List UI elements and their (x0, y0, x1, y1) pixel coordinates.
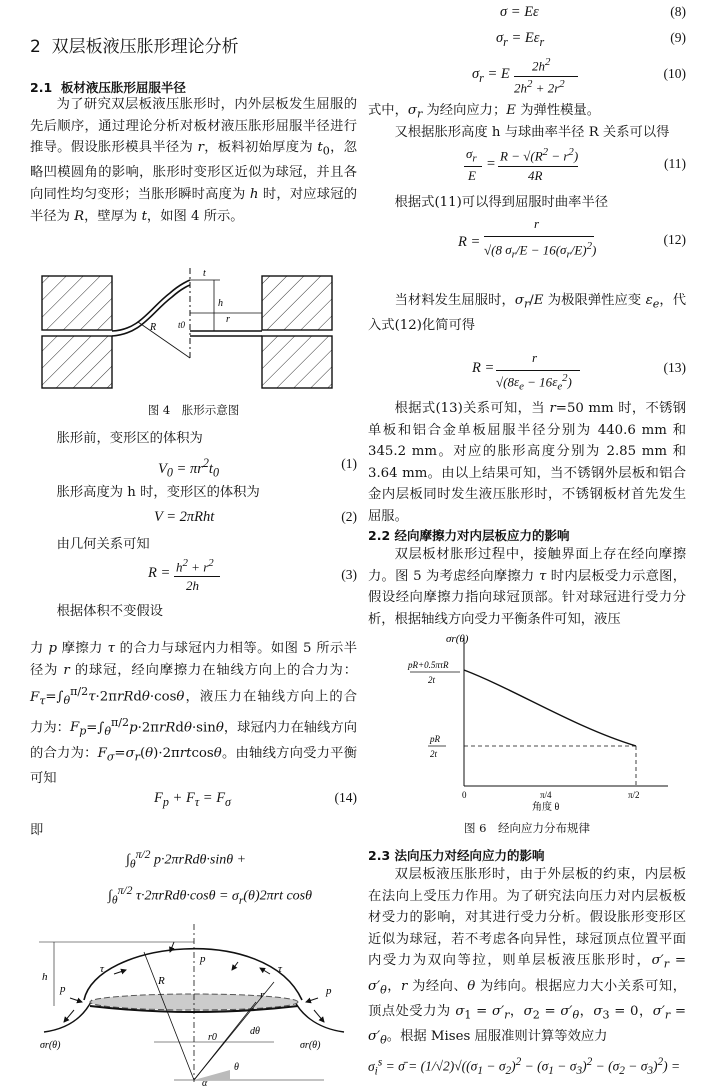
fig5-label-sigma-right: σr(θ) (300, 1040, 321, 1051)
fig5-label-r: r (260, 989, 265, 1001)
chart-xlabel: 角度 θ (532, 802, 560, 812)
text-yield: 当材料发生屈服时，$\sigma_r/E$ 为极限弹性应变 $\varepsilon_e$，代入式(12)化简可得 (368, 293, 686, 334)
text-geometry: 由几何关系可知 (56, 537, 150, 552)
fig5-label-sigma-left: σr(θ) (40, 1040, 61, 1051)
section-title: 2 双层板液压胀形理论分析 (30, 37, 239, 57)
paragraph-2-3: 双层板液压胀形时，由于外层板的约束，内层板在法向上受压力作用。为了研究法向压力对内层板板材受力的影响，对其进行受力分析。假设胀形变形区近似为球冠，若不考虑各向异性，球冠顶点位置平面内受力为双向等拉，则单层板液压胀形时，$\sigma'_r = \sigma'_\theta$，r 为经向、θ 为纬向。根据应力大小关系可知，顶点处受力为 $\sigma_1 = \sigma'_r$，$\sigma_2 = \sigma'_\theta$，$\sigma_3 = 0$，$\sigma'_r = \sigma'_\theta$。根据 Mises 屈服准则计算等效应力 (368, 867, 687, 1047)
equation-14: $F_p + F_\tau = F_\sigma$ (14) (154, 790, 357, 809)
fig5-label-tau-right: τ (278, 963, 282, 975)
figure-6-chart (406, 628, 676, 812)
y-tick-bottom-num: pR (430, 734, 440, 744)
fig4-label-r: r (226, 314, 230, 325)
paragraph-2-2: 双层板材胀形过程中，接触界面上存在经向摩擦力。图 5 为考虑经向摩擦力 τ 时内层板受力示意图，假设经向摩擦力指向球冠顶部。针对球冠进行受力分析，根据轴线方向受力平衡条件可知，液压 (368, 547, 687, 627)
equation-integral-2: $\int_\theta^{\pi/2}$ $\tau\cdot 2\pi rRd\theta\cdot\cos\theta = \sigma_r(\theta)2\pi rt$ cosθ (108, 884, 313, 907)
text-height: 胀形高度为 h 时，变形区的体积为 (56, 485, 260, 500)
equation-mises: $\sigma_i^s$ = σ̄ = $(1/√2)√((\sigma_1 - \sigma_2)^2 - (\sigma_1 - \sigma_3)^2 - (\sigma_2 - \sigma_3)^2)$ = (368, 1056, 681, 1078)
equation-8: σ = Eε (8) (500, 4, 686, 20)
figure-6-caption: 图 6 经向应力分布规律 (464, 821, 590, 835)
y-tick-bottom-den: 2t (430, 749, 438, 759)
paragraph-eq13: 根据式(13)关系可知，当 r=50 mm 时，不锈钢单板和铝合金单板屈服半径分别为 440.6 mm 和 345.2 mm。对应的胀形高度分别为 2.85 mm 和 3.64 mm。由以上结果可知，当不锈钢外层板和铝合金内层板同时发生液压胀形时，不锈钢板材首先发生屈服。 (368, 401, 686, 524)
equation-10: $\sigma_r = E$ $2h^2$ $2h^2 + 2r^2$ (10) (472, 56, 686, 96)
text-volume: 根据体积不变假设 (56, 604, 163, 619)
x-tick-pi2: π/2 (628, 790, 640, 800)
fig5-label-p-left: p (60, 983, 66, 995)
paragraph-force: 力 p 摩擦力 τ 的合力与球冠内力相等。如图 5 所示半径为 r 的球冠，经向摩擦力在轴线方向上的合力为：$F_\tau=\int_\theta^{\pi/2}\tau\cdot 2\pi rRd\theta\cdot\cos\theta$，液压力在轴线方向上的合力为：$F_p=\int_\theta^{\pi/2}p\cdot 2\pi rRd\theta\cdot\sin\theta$，球冠内力在轴线方向的合力为：$F_\sigma=\sigma_r(\theta)\cdot 2\pi rtcos\theta$。由轴线方向受力平衡可知 (30, 641, 358, 786)
subsection-2-2: 2.2 经向摩擦力对内层板应力的影响 (368, 528, 570, 543)
fig4-label-R: R (150, 322, 157, 333)
fig5-label-tau-left: τ (100, 963, 104, 975)
figure-5-diagram (34, 922, 354, 1088)
text-ji: 即 (30, 823, 44, 838)
equation-12: R = r √(8 $\sigma_r/E - 16(\sigma_r/E)^2$) (12) (458, 216, 686, 261)
fig4-label-t0: t0 (178, 320, 186, 330)
equation-13: R = r $√(8\varepsilon_e - 16\varepsilon_e^2)$ (13) (472, 350, 686, 393)
equation-9: $\sigma_r = E\varepsilon_r$ (9) (496, 30, 686, 49)
equation-2: V = 2πRht (2) (154, 509, 357, 525)
figure-4-diagram (40, 268, 340, 390)
equation-11: $\sigma_r$ E = $R - √(R^2 - r^2)$ 4R (11) (466, 146, 686, 183)
y-tick-top-den: 2t (428, 675, 436, 685)
equation-1: $V_0 = \pi r^2t_0$ (1) (158, 456, 357, 480)
series-line (464, 670, 636, 746)
chart-ylabel: σr(θ) (446, 633, 469, 645)
figure-4-caption: 图 4 胀形示意图 (147, 403, 240, 417)
fig5-label-alpha: α (202, 1078, 208, 1088)
fig5-label-theta: θ (234, 1062, 239, 1073)
x-tick-0: 0 (462, 790, 467, 800)
text-relation: 又根据胀形高度 h 与球曲率半径 R 关系可以得 (394, 125, 670, 140)
text-before-forming: 胀形前，变形区的体积为 (56, 431, 203, 446)
x-tick-pi4: π/4 (540, 790, 552, 800)
fig4-label-t: t (203, 268, 206, 279)
fig5-label-r0: r0 (208, 1032, 217, 1043)
fig5-label-R: R (158, 975, 165, 987)
text-where: 式中，$\sigma_r$ 为经向应力；E 为弹性模量。 (368, 103, 601, 121)
fig5-label-h: h (42, 971, 48, 983)
fig5-label-p-top: p (200, 953, 206, 965)
fig4-label-h: h (218, 298, 223, 309)
subsection-2-1: 2.1 板材液压胀形屈服半径 (30, 80, 186, 95)
fig5-label-dtheta: dθ (250, 1026, 260, 1037)
text-from-11: 根据式(11)可以得到屈服时曲率半径 (394, 195, 609, 210)
equation-integral-1: $\int_\theta^{\pi/2}$ p·2πrRdθ·sinθ + (126, 848, 247, 871)
y-tick-top-num: pR+0.5πτR (408, 660, 449, 670)
equation-3: R = $h^2 + r^2$ 2h (3) (148, 557, 357, 593)
subsection-2-3: 2.3 法向压力对经向应力的影响 (368, 848, 545, 863)
fig5-label-p-right: p (326, 985, 332, 997)
paragraph-2-1: 为了研究双层板液压胀形时，内外层板发生屈服的先后顺序，通过理论分析对板材液压胀形屈服半径进行推导。假设胀形模具半径为 r，板料初始厚度为 $t_0$，忽略凹模圆角的影响，胀形时变形区近似为球冠，并且各向同性均匀变形；当胀形瞬时高度为 h 时，对应球冠的半径为 R，壁厚为 t，如图 4 所示。 (30, 97, 358, 224)
